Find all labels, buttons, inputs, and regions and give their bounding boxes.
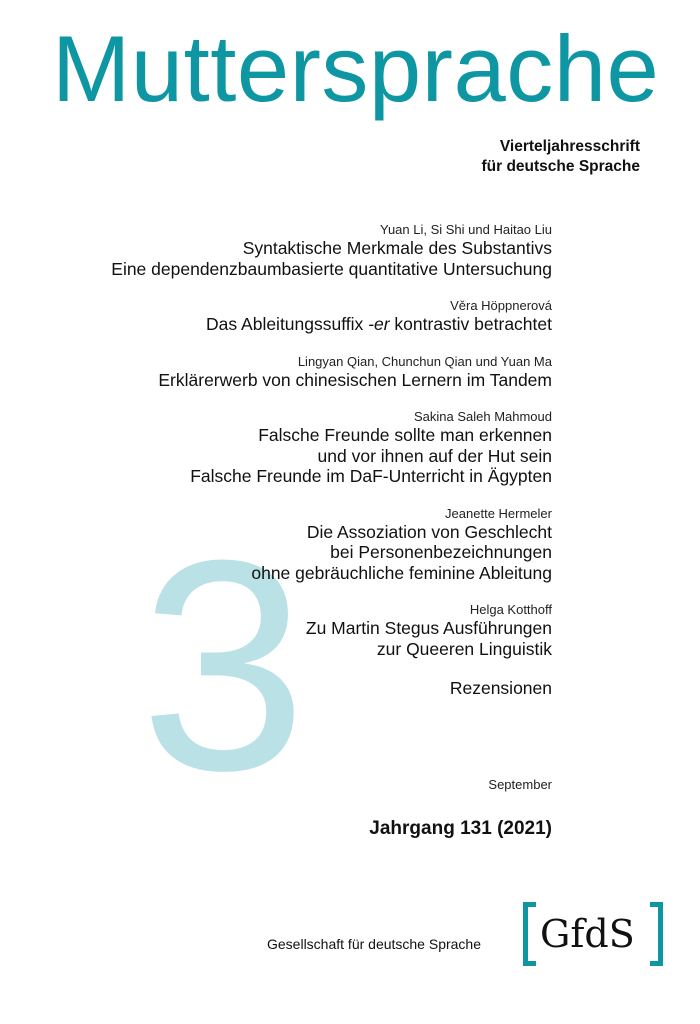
article-author: Lingyan Qian, Chunchun Qian und Yuan Ma bbox=[297, 353, 552, 369]
article-5 bbox=[32, 506, 552, 584]
article-title-line: Syntaktische Merkmale des Substantivs bbox=[242, 238, 552, 258]
journal-title: Muttersprache bbox=[52, 16, 660, 121]
article-author: Věra Höppnerová bbox=[450, 298, 552, 313]
logo-right-bracket bbox=[650, 902, 663, 966]
article-author: Jeanette Hermeler bbox=[445, 505, 552, 521]
title-text: kontrastiv betrachtet bbox=[389, 314, 552, 334]
article-1 bbox=[32, 222, 552, 279]
title-italic-text: -er bbox=[368, 314, 390, 334]
title-text: Das Ableitungssuffix bbox=[206, 314, 369, 334]
article-6 bbox=[32, 602, 552, 659]
article-title-line: Zu Martin Stegus Ausführungen bbox=[305, 618, 552, 638]
journal-subtitle bbox=[482, 137, 641, 177]
gfds-logo bbox=[523, 902, 663, 968]
article-title-line: Falsche Freunde sollte man erkennen bbox=[258, 425, 552, 445]
article-4 bbox=[32, 409, 552, 487]
article-title-line: und vor ihnen auf der Hut sein bbox=[317, 445, 552, 466]
article-author: Sakina Saleh Mahmoud bbox=[413, 409, 552, 424]
article-author: Yuan Li, Si Shi und Haitao Liu bbox=[379, 222, 552, 237]
article-title-line: zur Queeren Linguistik bbox=[376, 638, 552, 659]
volume-year: Jahrgang 131 (2021) bbox=[369, 818, 552, 839]
issue-month: September bbox=[488, 777, 552, 792]
logo-left-bracket bbox=[523, 902, 536, 966]
subtitle-line-1: Vierteljahresschrift bbox=[499, 138, 640, 155]
table-of-contents bbox=[32, 222, 552, 698]
article-author: Helga Kotthoff bbox=[469, 602, 552, 617]
publisher-name: Gesellschaft für deutsche Sprache bbox=[267, 936, 482, 952]
reviews-heading: Rezensionen bbox=[449, 678, 552, 698]
issue-number: 3 bbox=[140, 497, 307, 833]
article-title-line: Erklärerwerb von chinesischen Lernern im Tandem bbox=[158, 369, 552, 390]
article-2 bbox=[32, 298, 552, 335]
article-title-line: bei Personenbezeichnungen bbox=[330, 542, 552, 562]
subtitle-line-2: für deutsche Sprache bbox=[481, 158, 640, 175]
article-title-line bbox=[32, 314, 552, 335]
article-title-line: Falsche Freunde im DaF-Unterricht in Ägypten bbox=[190, 466, 552, 486]
article-3 bbox=[32, 354, 552, 391]
article-title-line: Eine dependenzbaumbasierte quantitative Untersuchung bbox=[111, 258, 552, 279]
article-title-line: Die Assoziation von Geschlecht bbox=[306, 521, 552, 542]
article-title-line: ohne gebräuchliche feminine Ableitung bbox=[251, 562, 552, 583]
logo-text: GfdS bbox=[540, 912, 635, 956]
